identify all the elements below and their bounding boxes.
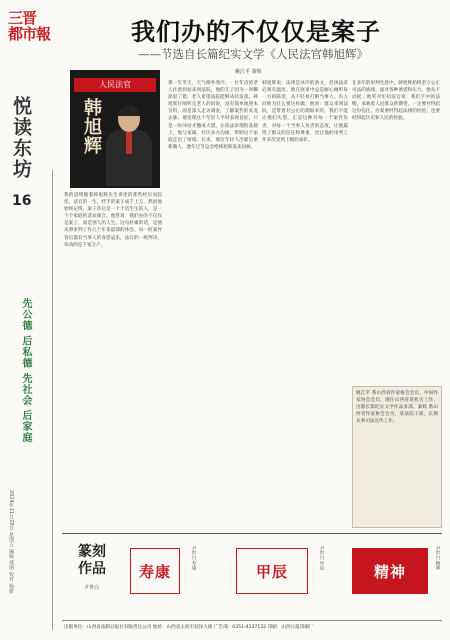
- seal-caption-1: 尹世白 寿康: [191, 546, 196, 570]
- author-bio-box: [352, 386, 442, 528]
- author-bio-text: 姚江平 系山西省作家协会会员，中国作家协会会员，现任山西省某机关工作，出版长篇纪实文学作品多部。秦辉 系山西省作家协会会员，某法院干部，长期从事司法宣传工作。: [356, 391, 438, 425]
- seal-author: 尹世白: [84, 585, 100, 591]
- article-column-1: 我的思绪随着韩旭辉先生讲述的那些经历而起伏。法官的一生，经手的案子成千上万，然而他始终记得，案子背后是一个个活生生的人，是一个个家庭的悲欢离合。他常说：我们办的不仅仅是案子，而是别人的人生。这句朴素的话，是他从事审判工作几十年来最深的体会。每一桩案件背后都有当事人的喜怒哀乐，法官的一纸判决，牵动的是千家万户。: [64, 193, 162, 248]
- section-divider: [62, 533, 442, 534]
- article-subhead: ——节选自长篇纪实文学《人民法官韩旭辉》: [138, 47, 368, 61]
- cover-title: 韩旭辉: [81, 98, 102, 155]
- seal-caption-3: 尹世白 精神: [435, 546, 440, 570]
- seal-artwork-3: 精神: [352, 548, 428, 594]
- seal-artwork-2: 甲辰: [236, 548, 308, 594]
- article-column-4: 在多年的审判生涯中，韩旭辉始终坚守公正司法的底线。面对各种诱惑和压力，他从不动摇。他常对年轻法官说：我们手中的法槌，承载着人民群众的期望，一定要对得起这份信任。办案要经得起法律的检验，也要经得起历史和人民的检验。: [352, 81, 440, 122]
- slogan: 先公德 后私德 先社会 后家庭: [20, 298, 31, 444]
- seal-artwork-1: 寿康: [130, 548, 180, 594]
- article-headline: 我们办的不仅仅是案子: [131, 17, 381, 46]
- column-divider: [52, 170, 53, 630]
- masthead: [8, 10, 64, 42]
- article-column-2: 那一年冬天，天气格外寒冷。一位年迈的老人拄着拐杖来到法院，他的儿子因为一时糊涂犯了错，老人希望法院能够从轻发落。韩旭辉仔细听完老人的诉说，没有简单地照本宣科，而是深入走访调查，了解案件的来龙去脉。他发现这个年轻人平时表现良好，只是一时冲动才酿成大错。在依法审理的基础上，他与家属、社区多方沟通，帮助这个家庭走出了困境。后来，那位年轻人出狱后重新做人，逢年过节总会给韩旭辉发来问候。: [168, 81, 258, 150]
- section-title: 悦读东坊: [10, 96, 32, 180]
- footer-rule: [62, 620, 442, 621]
- seal-section-title: 篆刻作品: [78, 544, 106, 577]
- article-column-3: 韩旭辉说，法律是冰冷的条文，但执法者必须有温度。他在庭审中总是耐心倾听每一方的陈述，从不轻易打断当事人。有人问他为什么要这样做，他说：群众来到法院，是带着对公正的期盼来的，我们不能让他们失望。正是这种对每一个案件负责、对每一个当事人负责的态度，让他赢得了群众的信任和尊重，也让他的审判工作多次受到上级的表彰。: [262, 81, 348, 143]
- seal-caption-2: 尹世白 甲辰: [319, 546, 324, 570]
- judge-portrait: [104, 106, 154, 186]
- page-number: 16: [12, 193, 32, 209]
- article-byline: 姚江平 秦辉: [235, 69, 262, 75]
- date-editor-info: 2024年11月29日 星期五 编辑 郑朋 校对 杨妍: [8, 490, 14, 594]
- cover-banner: 人民法官: [74, 78, 156, 92]
- book-cover-image: [70, 70, 160, 188]
- newspaper-logo: 三晋 都市報: [8, 9, 51, 43]
- print-info: 出版单位：山西省法制日报社有限责任公司 地址：山西省太原市迎泽大街 广告部：0351-4137132 印刷：山西日报印刷厂: [64, 625, 314, 630]
